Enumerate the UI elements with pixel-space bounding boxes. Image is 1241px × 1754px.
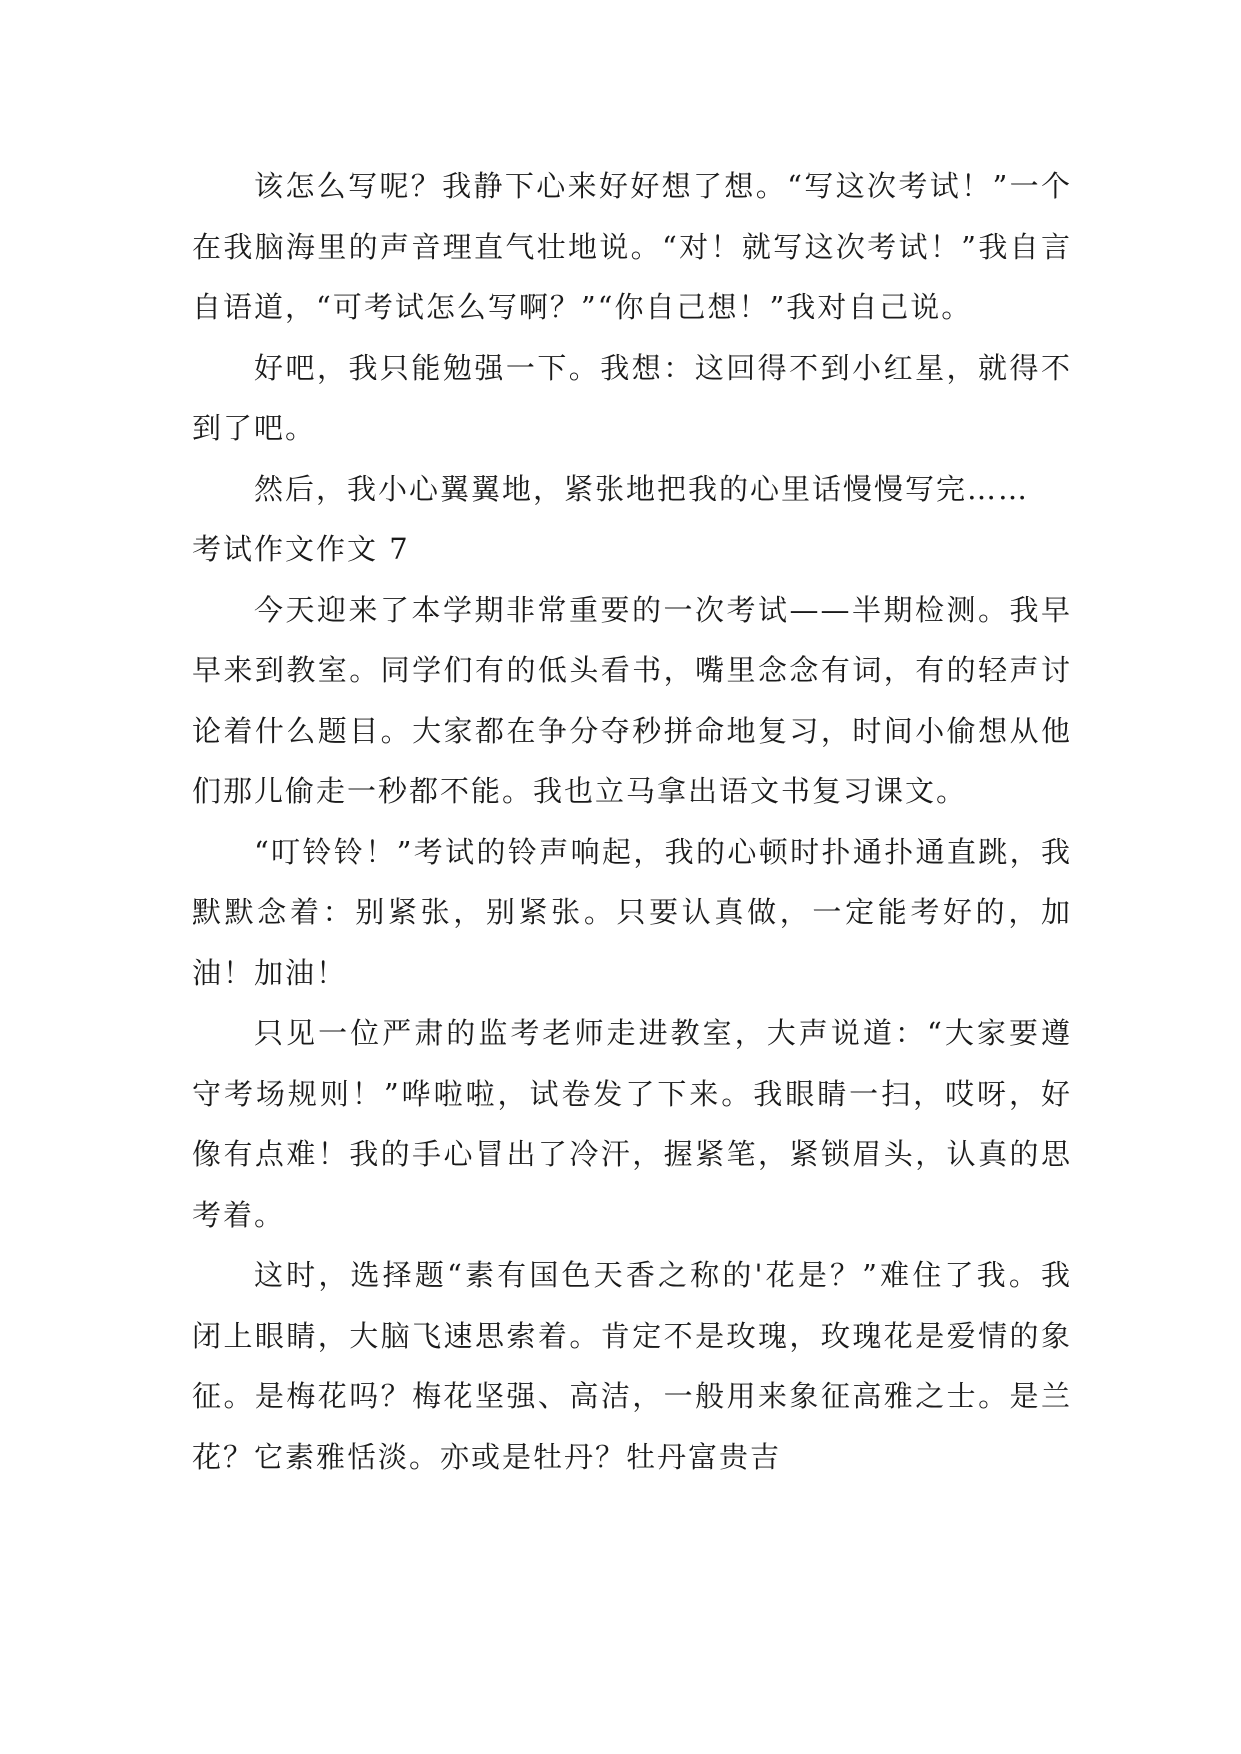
document-body [192, 156, 1072, 1487]
section-heading: 考试作文作文 7 [192, 532, 410, 566]
paragraph-6: 只见一位严肃的监考老师走进教室，大声说道：“大家要遵守考场规则！”哗啦啦，试卷发了下来。我眼睛一扫，哎呀，好像有点难！我的手心冒出了冷汗，握紧笔，紧锁眉头，认真的思考着。 [192, 1016, 1072, 1232]
paragraph-1: 该怎么写呢？我静下心来好好想了想。“写这次考试！”一个在我脑海里的声音理直气壮地说。“对！就写这次考试！”我自言自语道，“可考试怎么写啊？”“你自己想！”我对自己说。 [192, 169, 1072, 324]
paragraph-3: 然后，我小心翼翼地，紧张地把我的心里话慢慢写完…… [254, 471, 1030, 506]
paragraph-2: 好吧，我只能勉强一下。我想：这回得不到小红星，就得不到了吧。 [192, 350, 1072, 445]
paragraph-4: 今天迎来了本学期非常重要的一次考试——半期检测。我早早来到教室。同学们有的低头看书，嘴里念念有词，有的轻声讨论着什么题目。大家都在争分夺秒拼命地复习，时间小偷想从他们那儿偷走一秒都不能。我也立马拿出语文书复习课文。 [192, 592, 1072, 808]
paragraph-5: “叮铃铃！”考试的铃声响起，我的心顿时扑通扑通直跳，我默默念着：别紧张，别紧张。只要认真做，一定能考好的，加油！加油！ [192, 834, 1072, 990]
paragraph-7: 这时，选择题“素有国色天香之称的'花是？”难住了我。我闭上眼睛，大脑飞速思索着。肯定不是玫瑰，玫瑰花是爱情的象征。是梅花吗？梅花坚强、高洁，一般用来象征高雅之士。是兰花？它素雅恬淡。亦或是牡丹？牡丹富贵吉 [192, 1258, 1072, 1474]
